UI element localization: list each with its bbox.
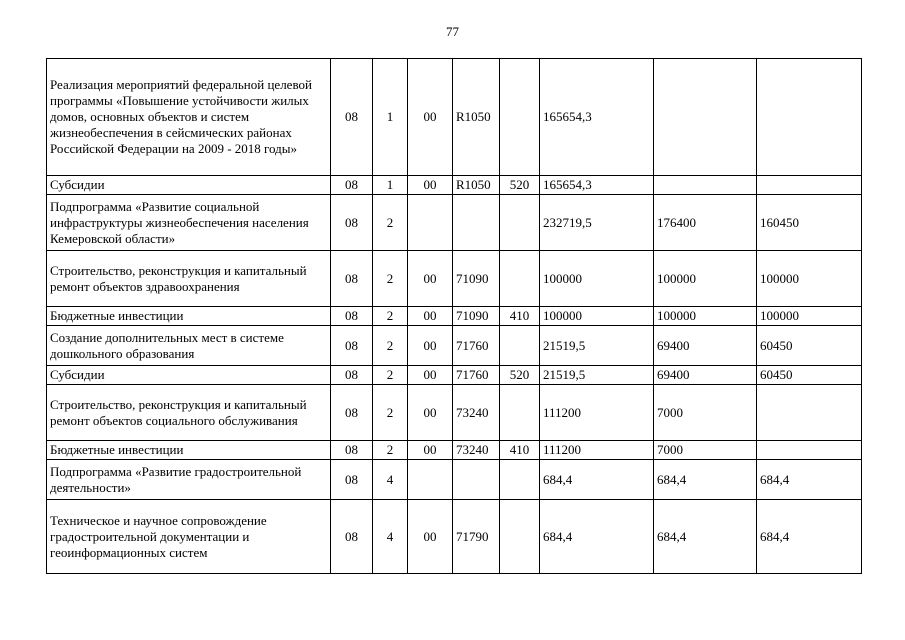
table-row	[47, 326, 862, 366]
amount-year1-cell: 100000	[540, 251, 654, 307]
expense-type-cell: 410	[500, 307, 540, 326]
subprogram-code-cell: 2	[373, 441, 408, 460]
amount-year3-cell: 160450	[757, 195, 862, 251]
subprogram-code-cell: 4	[373, 460, 408, 500]
expense-type-cell	[500, 195, 540, 251]
group-code-cell	[408, 195, 453, 251]
subprogram-code-cell: 1	[373, 176, 408, 195]
expense-type-cell: 410	[500, 441, 540, 460]
table-row	[47, 195, 862, 251]
amount-year1-cell: 232719,5	[540, 195, 654, 251]
target-code-cell: 71760	[453, 326, 500, 366]
table-row	[47, 251, 862, 307]
amount-year3-cell: 60450	[757, 326, 862, 366]
subprogram-code-cell: 2	[373, 251, 408, 307]
amount-year2-cell: 684,4	[654, 460, 757, 500]
amount-year2-cell: 100000	[654, 307, 757, 326]
expense-type-cell: 520	[500, 176, 540, 195]
section-code-cell: 08	[331, 59, 373, 176]
row-name-cell: Бюджетные инвестиции	[47, 307, 331, 326]
subprogram-code-cell: 2	[373, 326, 408, 366]
group-code-cell: 00	[408, 176, 453, 195]
target-code-cell	[453, 195, 500, 251]
amount-year3-cell	[757, 441, 862, 460]
subprogram-code-cell: 2	[373, 385, 408, 441]
group-code-cell: 00	[408, 385, 453, 441]
group-code-cell: 00	[408, 500, 453, 574]
amount-year2-cell	[654, 176, 757, 195]
section-code-cell: 08	[331, 441, 373, 460]
row-name-cell: Субсидии	[47, 176, 331, 195]
amount-year1-cell: 21519,5	[540, 366, 654, 385]
amount-year2-cell	[654, 59, 757, 176]
expense-type-cell	[500, 460, 540, 500]
amount-year1-cell: 21519,5	[540, 326, 654, 366]
amount-year1-cell: 111200	[540, 385, 654, 441]
row-name-cell: Подпрограмма «Развитие социальной инфраструктуры жизнеобеспечения населения Кемеровской области»	[47, 195, 331, 251]
target-code-cell: 71090	[453, 251, 500, 307]
subprogram-code-cell: 2	[373, 195, 408, 251]
row-name-cell: Техническое и научное сопровождение градостроительной документации и геоинформационных систем	[47, 500, 331, 574]
target-code-cell: 71090	[453, 307, 500, 326]
amount-year1-cell: 165654,3	[540, 59, 654, 176]
table-row	[47, 441, 862, 460]
section-code-cell: 08	[331, 366, 373, 385]
target-code-cell: R1050	[453, 176, 500, 195]
budget-table-body	[47, 59, 862, 574]
amount-year1-cell: 684,4	[540, 500, 654, 574]
expense-type-cell	[500, 385, 540, 441]
amount-year1-cell: 165654,3	[540, 176, 654, 195]
amount-year3-cell: 100000	[757, 307, 862, 326]
group-code-cell: 00	[408, 59, 453, 176]
page-number: 77	[446, 24, 459, 39]
row-name-cell: Реализация мероприятий федеральной целевой программы «Повышение устойчивости жилых домов, основных объектов и систем жизнеобеспечения в сейсмических районах Российской Федерации на 2009 - 2018 годы»	[47, 59, 331, 176]
amount-year1-cell: 684,4	[540, 460, 654, 500]
section-code-cell: 08	[331, 460, 373, 500]
amount-year1-cell: 100000	[540, 307, 654, 326]
subprogram-code-cell: 2	[373, 366, 408, 385]
table-row	[47, 176, 862, 195]
group-code-cell: 00	[408, 251, 453, 307]
expense-type-cell: 520	[500, 366, 540, 385]
section-code-cell: 08	[331, 307, 373, 326]
group-code-cell: 00	[408, 307, 453, 326]
amount-year2-cell: 100000	[654, 251, 757, 307]
subprogram-code-cell: 2	[373, 307, 408, 326]
target-code-cell: 73240	[453, 385, 500, 441]
expense-type-cell	[500, 251, 540, 307]
group-code-cell	[408, 460, 453, 500]
target-code-cell: 71790	[453, 500, 500, 574]
amount-year3-cell	[757, 59, 862, 176]
expense-type-cell	[500, 59, 540, 176]
group-code-cell: 00	[408, 326, 453, 366]
row-name-cell: Строительство, реконструкция и капитальный ремонт объектов здравоохранения	[47, 251, 331, 307]
amount-year2-cell: 176400	[654, 195, 757, 251]
target-code-cell: 71760	[453, 366, 500, 385]
target-code-cell: 73240	[453, 441, 500, 460]
table-row	[47, 385, 862, 441]
group-code-cell: 00	[408, 441, 453, 460]
amount-year3-cell: 684,4	[757, 500, 862, 574]
amount-year2-cell: 69400	[654, 366, 757, 385]
subprogram-code-cell: 4	[373, 500, 408, 574]
expense-type-cell	[500, 500, 540, 574]
amount-year3-cell	[757, 176, 862, 195]
section-code-cell: 08	[331, 251, 373, 307]
amount-year2-cell: 7000	[654, 441, 757, 460]
section-code-cell: 08	[331, 385, 373, 441]
row-name-cell: Создание дополнительных мест в системе дошкольного образования	[47, 326, 331, 366]
amount-year3-cell: 684,4	[757, 460, 862, 500]
row-name-cell: Субсидии	[47, 366, 331, 385]
amount-year3-cell	[757, 385, 862, 441]
group-code-cell: 00	[408, 366, 453, 385]
expense-type-cell	[500, 326, 540, 366]
section-code-cell: 08	[331, 500, 373, 574]
section-code-cell: 08	[331, 195, 373, 251]
target-code-cell: R1050	[453, 59, 500, 176]
row-name-cell: Подпрограмма «Развитие градостроительной деятельности»	[47, 460, 331, 500]
amount-year1-cell: 111200	[540, 441, 654, 460]
table-row	[47, 460, 862, 500]
row-name-cell: Бюджетные инвестиции	[47, 441, 331, 460]
table-row	[47, 500, 862, 574]
table-row	[47, 307, 862, 326]
amount-year2-cell: 69400	[654, 326, 757, 366]
row-name-cell: Строительство, реконструкция и капитальный ремонт объектов социального обслуживания	[47, 385, 331, 441]
budget-table	[46, 58, 862, 574]
amount-year2-cell: 684,4	[654, 500, 757, 574]
section-code-cell: 08	[331, 326, 373, 366]
target-code-cell	[453, 460, 500, 500]
subprogram-code-cell: 1	[373, 59, 408, 176]
amount-year2-cell: 7000	[654, 385, 757, 441]
amount-year3-cell: 60450	[757, 366, 862, 385]
table-row	[47, 59, 862, 176]
amount-year3-cell: 100000	[757, 251, 862, 307]
section-code-cell: 08	[331, 176, 373, 195]
table-row	[47, 366, 862, 385]
